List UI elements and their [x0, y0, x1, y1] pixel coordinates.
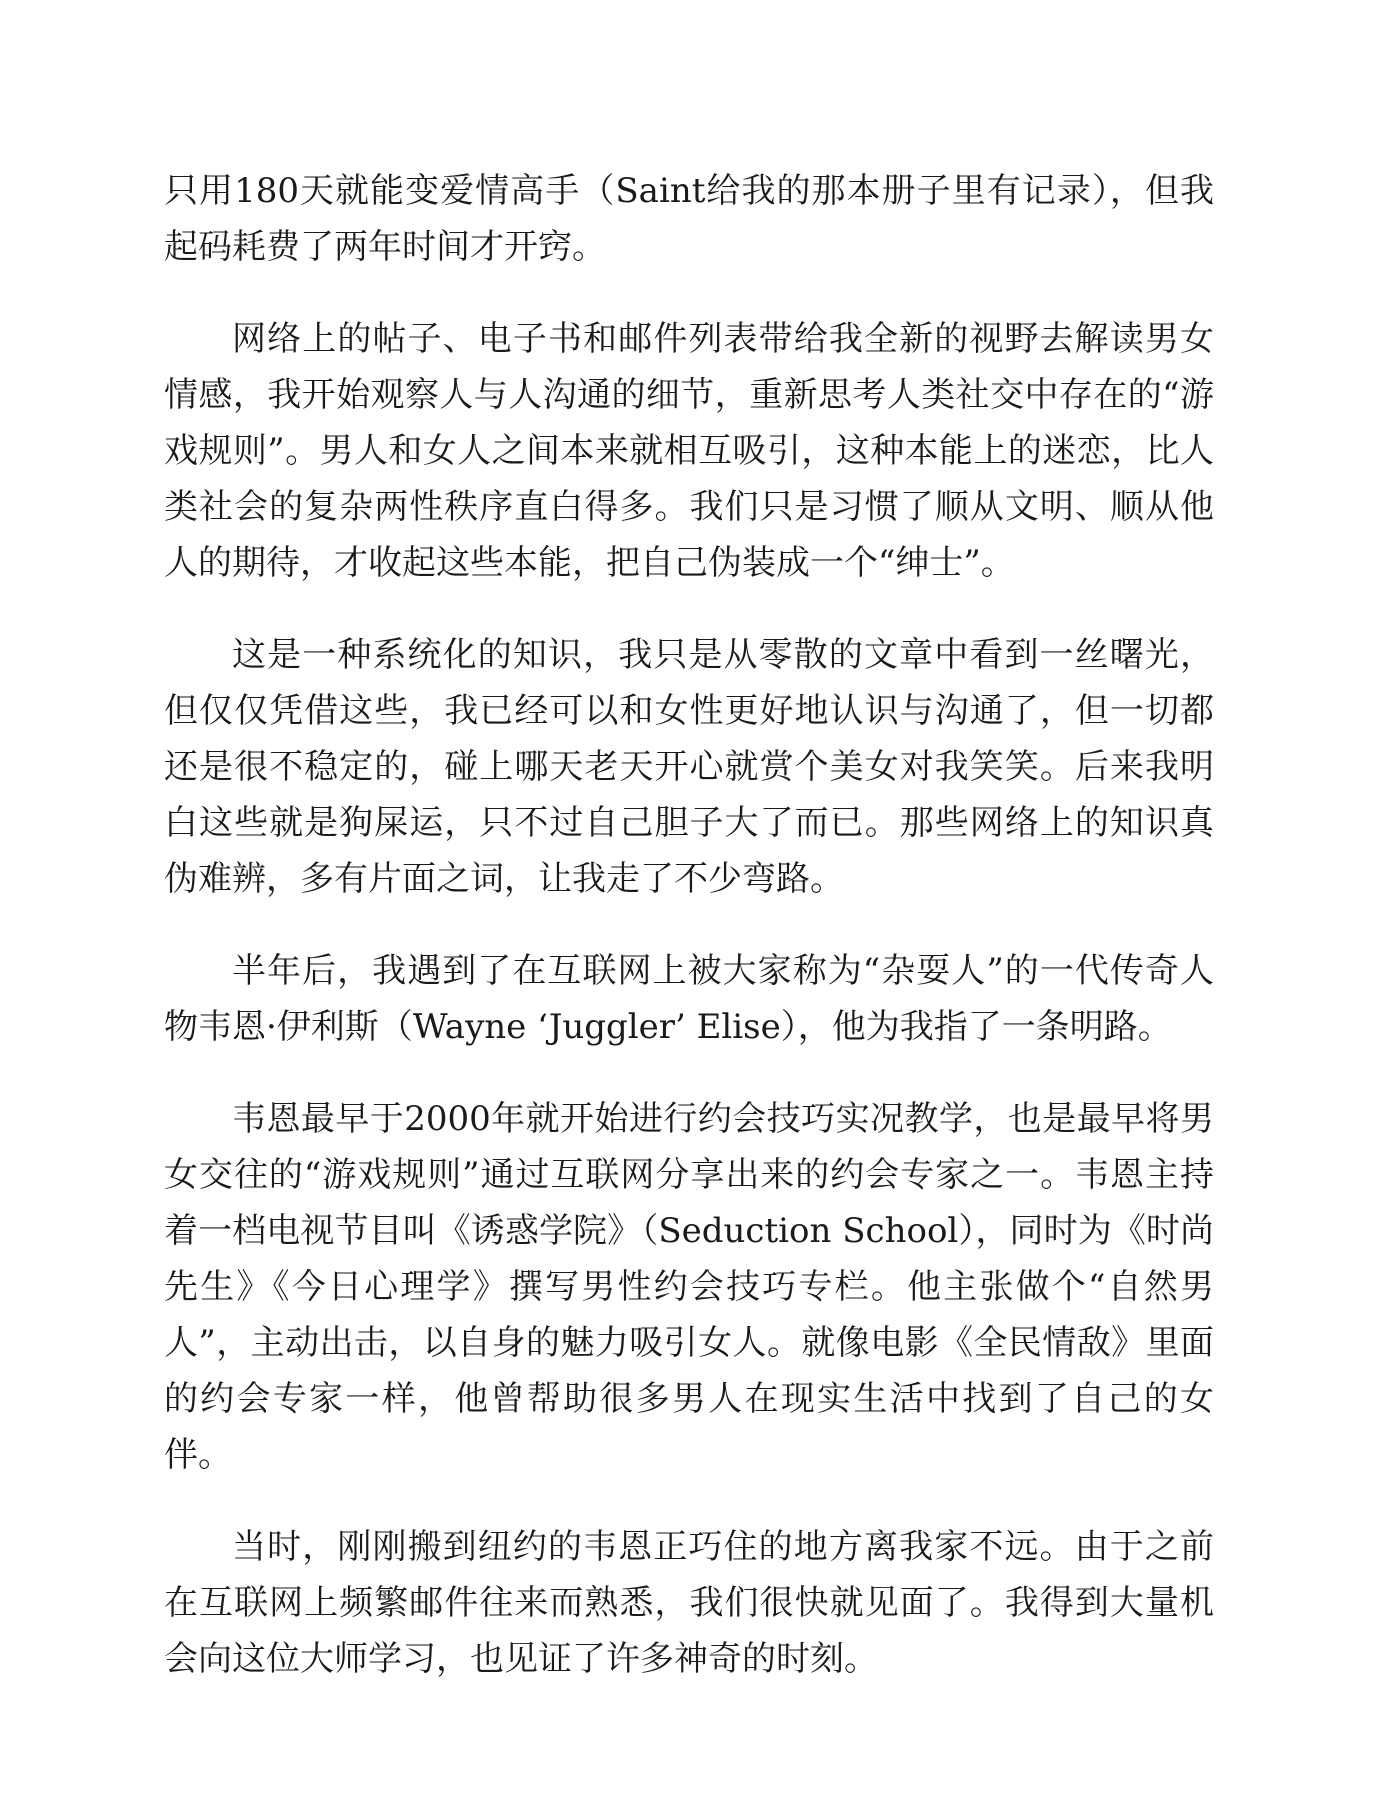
paragraph-2: 网络上的帖子、电子书和邮件列表带给我全新的视野去解读男女情感，我开始观察人与人沟通的细节，重新思考人类社交中存在的“游戏规则”。男人和女人之间本来就相互吸引，这种本能上的迷恋，比人类社会的复杂两性秩序直白得多。我们只是习惯了顺从文明、顺从他人的期待，才收起这些本能，把自己伪装成一个“绅士”。 — [164, 319, 1214, 583]
paragraph-3: 这是一种系统化的知识，我只是从零散的文章中看到一丝曙光，但仅仅凭借这些，我已经可以和女性更好地认识与沟通了，但一切都还是很不稳定的，碰上哪天老天开心就赏个美女对我笑笑。后来我明白这些就是狗屎运，只不过自己胆子大了而已。那些网络上的知识真伪难辨，多有片面之词，让我走了不少弯路。 — [164, 635, 1214, 899]
paragraph-5: 韦恩最早于2000年就开始进行约会技巧实况教学，也是最早将男女交往的“游戏规则”通过互联网分享出来的约会专家之一。韦恩主持着一档电视节目叫《诱惑学院》（Seduction School），同时为《时尚先生》《今日心理学》撰写男性约会技巧专栏。他主张做个“自然男人”，主动出击，以自身的魅力吸引女人。就像电影《全民情敌》里面的约会专家一样，他曾帮助很多男人在现实生活中找到了自己的女伴。 — [164, 1099, 1214, 1475]
paragraph-6: 当时，刚刚搬到纽约的韦恩正巧住的地方离我家不远。由于之前在互联网上频繁邮件往来而熟悉，我们很快就见面了。我得到大量机会向这位大师学习，也见证了许多神奇的时刻。 — [164, 1527, 1214, 1679]
paragraph-1: 只用180天就能变爱情高手（Saint给我的那本册子里有记录），但我起码耗费了两年时间才开窍。 — [164, 171, 1214, 267]
paragraph-4: 半年后，我遇到了在互联网上被大家称为“杂耍人”的一代传奇人物韦恩·伊利斯（Wayne ‘Juggler’ Elise），他为我指了一条明路。 — [164, 951, 1214, 1047]
document-page — [164, 163, 1214, 1723]
